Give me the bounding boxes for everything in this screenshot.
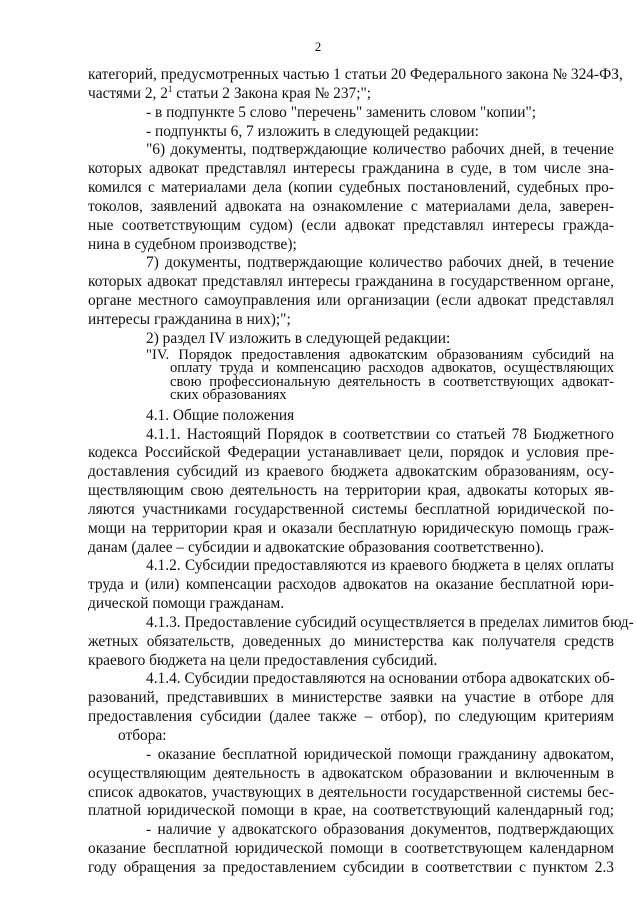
text-line: - подпункты 6, 7 изложить в следующей редакции: [146,122,479,140]
text-line: 4.1.1. Настоящий Порядок в соответствии со статьей 78 Бюджетного [146,425,614,443]
text-line: нина в судебном производстве); [88,235,297,253]
text-line: осуществляющим деятельность в адвокатском образовании и включенным в [88,764,614,782]
text-fragment: частями 2, 2 [88,84,168,102]
text-line: отбора: [118,727,167,744]
text-line: которых адвокат представлял интересы гражданина в государственном органе, [88,273,614,291]
text-fragment: статьи 2 Закона края № 237;"; [172,84,372,102]
text-line: 4.1.2. Субсидии предоставляются из краевого бюджета в целях оплаты [146,557,614,575]
text-line: список адвокатов, участвующих в деятельности государственной системы бес- [88,783,614,801]
text-line: мощи на территории края и оказали бесплатную юридическую помощь граж- [88,519,614,537]
text-line: которых адвокат представлял интересы гражданина в суде, в том числе зна- [88,160,614,178]
heading-line: ских образованиях [170,387,287,404]
text-line: 7) документы, подтверждающие количество рабочих дней, в течение [146,254,614,272]
text-line: труда и (или) компенсации расходов адвокатов на оказание бесплатной юри- [88,576,614,594]
heading-line: "IV. Порядок предоставления адвокатским образованиям субсидий на [146,346,614,363]
text-line: ляются участниками государственной системы бесплатной юридической по- [88,500,614,518]
text-line: разований, представивших в министерстве заявки на участие в отборе для [88,689,614,707]
text-line: доставления субсидий из краевого бюджета адвокатским образованиям, осу- [88,463,614,481]
text-line: интересы гражданина в них);"; [88,310,291,328]
text-line: категорий, предусмотренных частью 1 статьи 20 Федерального закона № 324-ФЗ, [88,66,623,83]
text-line: краевого бюджета на цели предоставления субсидий. [88,651,438,669]
text-line: жетных обязательств, доведенных до министерства как получателя средств [88,632,614,650]
text-line: 2) раздел IV изложить в следующей редакции: [146,329,451,347]
text-line: году обращения за предоставлением субсидии в соответствии с пунктом 2.3 [88,858,614,876]
superscript: 1 [167,83,173,94]
text-line: ществляющим свою деятельность на территории края, адвокаты которых яв- [88,482,614,500]
text-line: 4.1.4. Субсидии предоставляются на основании отбора адвокатских об- [146,670,615,688]
text-line: предоставления субсидии (далее также – отбор), по следующим критериям [88,708,614,726]
text-line: комился с материалами дела (копии судебных постановлений, судебных про- [88,179,614,197]
text-line: дической помощи гражданам. [88,595,285,613]
text-line: ные соответствующим судом) (если адвокат представлял интересы гражда- [88,216,614,234]
text-line: 4.1. Общие положения [146,406,295,424]
heading-line: оплату труда и компенсацию расходов адвокатов, осуществляющих [170,360,614,377]
text-line [88,85,614,104]
text-line: кодекса Российской Федерации устанавливает цели, порядок и условия пре- [88,444,614,462]
text-line: токолов, заявлений адвоката на ознакомление с материалами дела, заверен- [88,197,614,215]
page-number: 2 [314,39,322,54]
text-line: оказание бесплатной юридической помощи в соответствующем календарном [88,840,614,858]
heading-line: свою профессиональную деятельность в соответствующих адвокат- [170,373,614,390]
text-line: органе местного самоуправления или организации (если адвокат представлял [88,292,614,310]
text-line: 4.1.3. Предоставление субсидий осуществляется в пределах лимитов бюд- [146,613,634,631]
text-line: "6) документы, подтверждающие количество рабочих дней, в течение [146,141,614,159]
text-line: данам (далее – субсидии и адвокатские образования соответственно). [88,538,544,556]
text-line: - наличие у адвокатского образования документов, подтверждающих [146,821,614,839]
text-line: - в подпункте 5 слово "перечень" заменить словом "копии"; [146,103,537,121]
text-line: платной юридической помощи в крае, на соответствующий календарный год; [88,802,614,820]
text-line: - оказание бесплатной юридической помощи гражданину адвокатом, [146,745,614,763]
document-body [88,66,634,878]
section-heading [88,346,614,404]
